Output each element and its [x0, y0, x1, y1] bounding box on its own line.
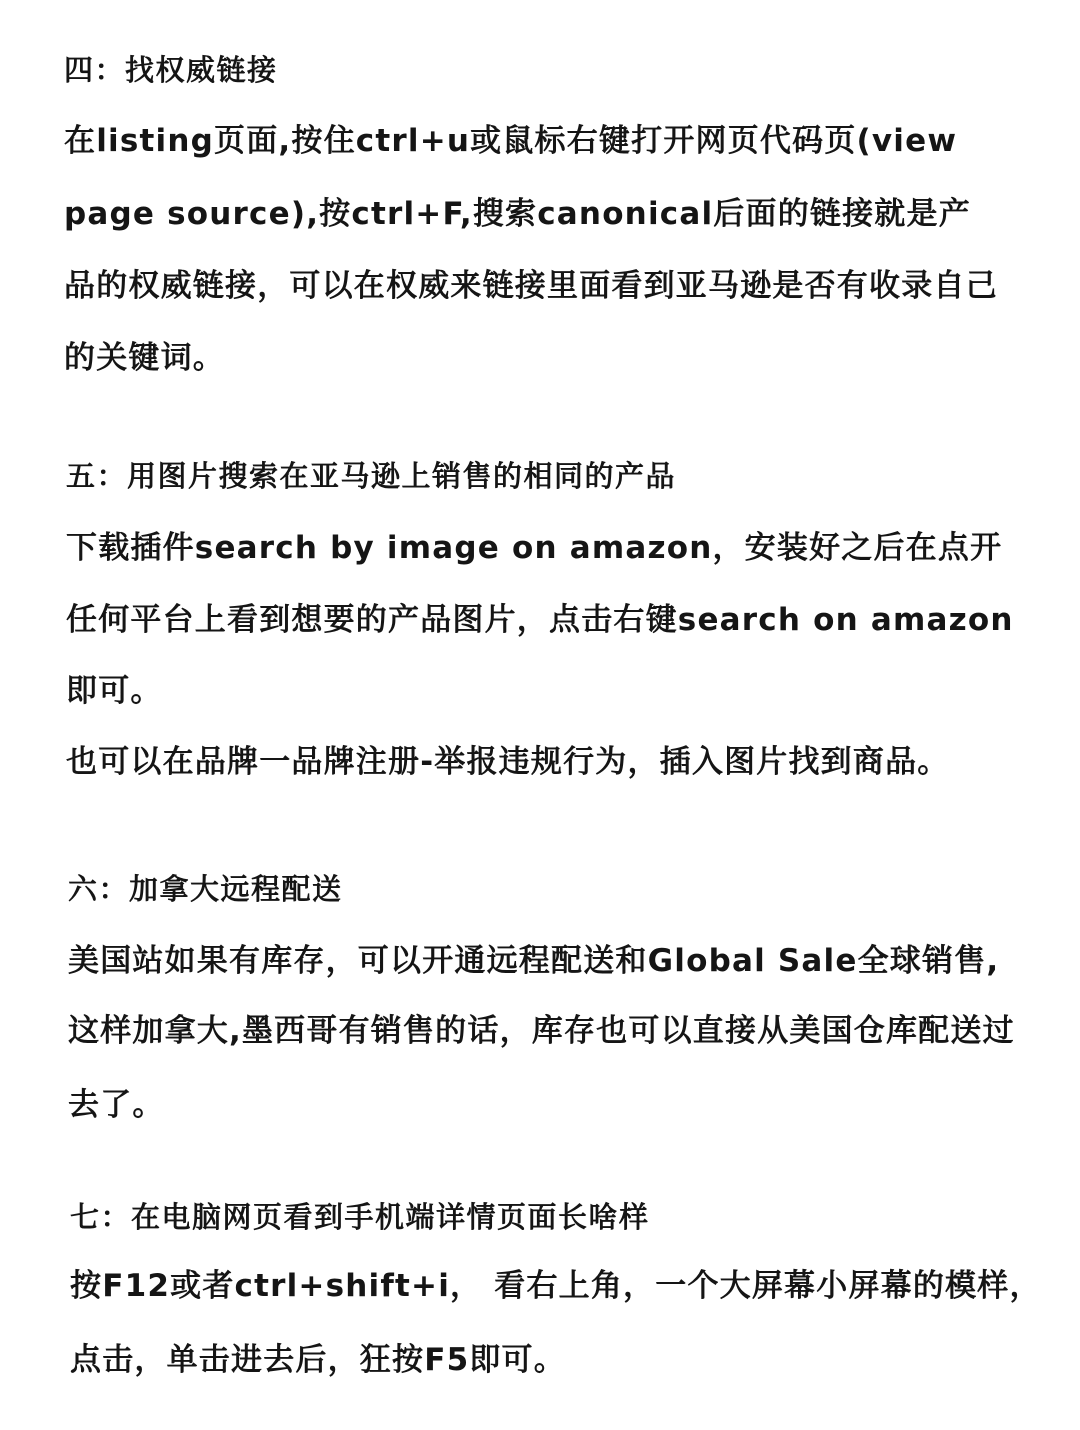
section-5-line-1: 下载插件search by image on amazon，安装好之后在点开	[66, 530, 1003, 566]
section-6-line-3: 去了。	[68, 1087, 165, 1123]
section-5-line-3: 即可。	[66, 673, 163, 709]
section-5-line-2: 任何平台上看到想要的产品图片，点击右键search on amazon	[66, 602, 1014, 638]
section-6-line-1: 美国站如果有库存，可以开通远程配送和Global Sale全球销售,	[68, 943, 1000, 979]
section-6-heading: 六：加拿大远程配送	[68, 872, 343, 906]
section-7-line-2: 点击，单击进去后，狂按F5即可。	[70, 1342, 566, 1378]
section-4-heading: 四：找权威链接	[64, 53, 278, 87]
section-5-heading: 五：用图片搜索在亚马逊上销售的相同的产品	[66, 459, 677, 493]
section-4-line-1: 在listing页面,按住ctrl+u或鼠标右键打开网页代码页(view	[64, 123, 958, 159]
section-7-heading: 七：在电脑网页看到手机端详情页面长啥样	[70, 1200, 650, 1234]
section-4-line-4: 的关键词。	[64, 340, 225, 376]
section-4-line-3: 品的权威链接，可以在权威来链接里面看到亚马逊是否有收录自己	[64, 268, 998, 304]
section-4-line-2: page source),按ctrl+F,搜索canonical后面的链接就是产	[64, 196, 971, 232]
section-5-line-4: 也可以在品牌一品牌注册-举报违规行为，插入图片找到商品。	[66, 744, 950, 780]
section-6-line-2: 这样加拿大,墨西哥有销售的话，库存也可以直接从美国仓库配送过	[68, 1013, 1015, 1049]
section-7-line-1: 按F12或者ctrl+shift+i， 看右上角，一个大屏幕小屏幕的模样，	[70, 1268, 1042, 1304]
